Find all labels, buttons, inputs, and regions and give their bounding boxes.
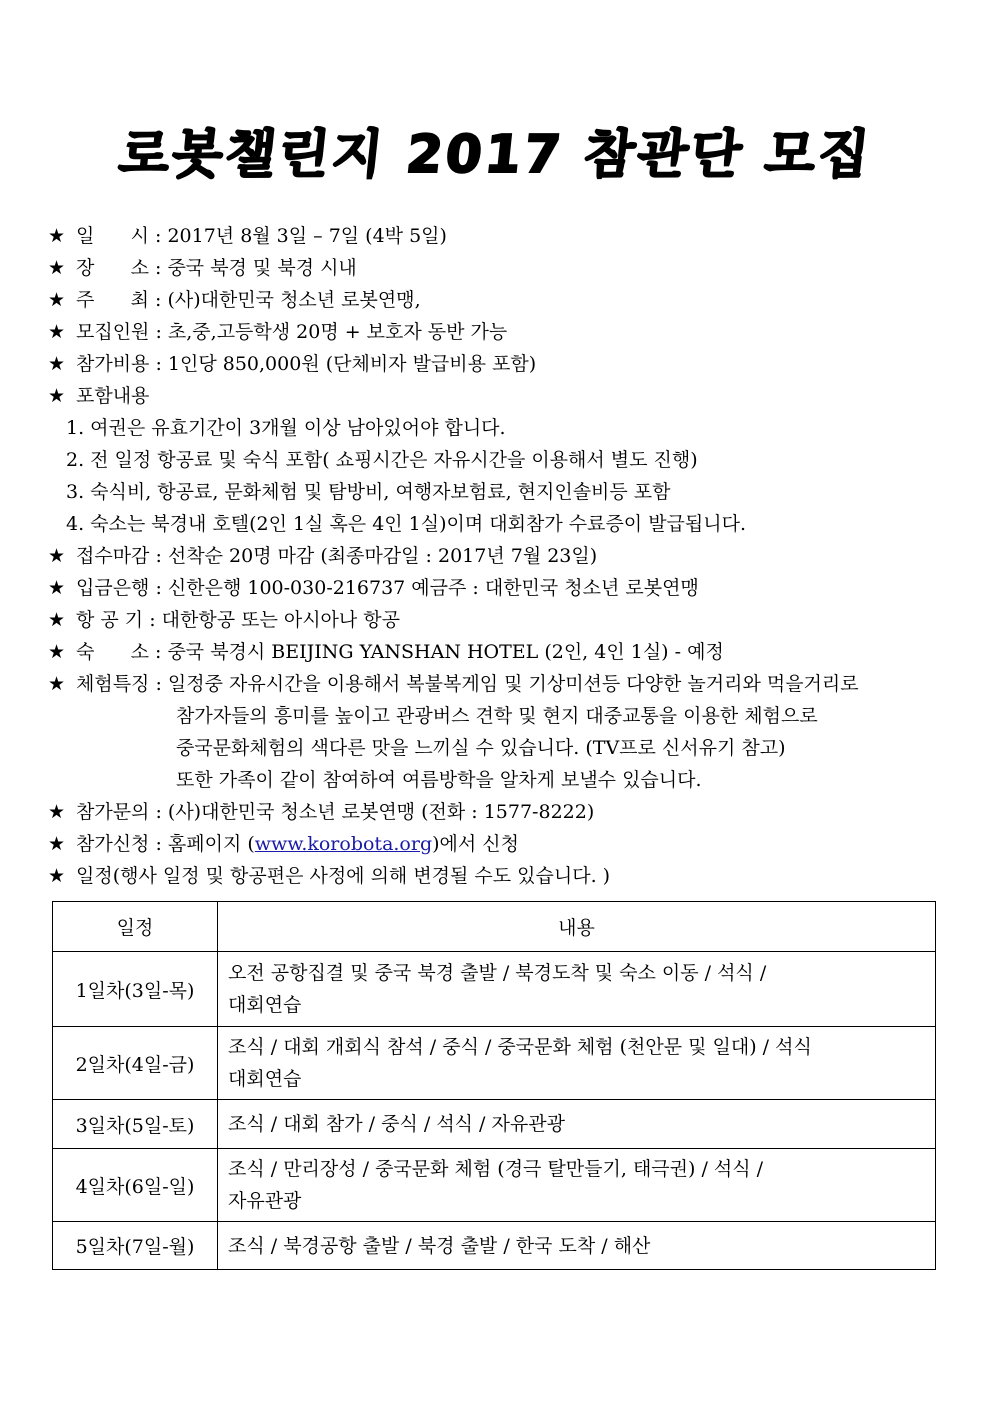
info-value: : 일정중 자유시간을 이용해서 복불복게임 및 기상미션등 다양한 놀거리와 먹을거리로 — [155, 673, 859, 695]
info-value: : 2017년 8월 3일 – 7일 (4박 5일) — [155, 225, 447, 247]
info-label: 주 최 — [76, 289, 149, 311]
info-features — [48, 668, 948, 700]
info-deadline — [48, 540, 948, 572]
include-item: 3. 숙식비, 항공료, 문화체험 및 탐방비, 여행자보험료, 현지인솔비등 포함 — [66, 481, 671, 503]
star-icon: ★ — [48, 609, 66, 631]
info-label: 항 공 기 — [76, 609, 144, 631]
star-icon: ★ — [48, 385, 66, 407]
info-label: 체험특징 — [76, 673, 150, 695]
info-recruit — [48, 316, 948, 348]
info-value: : 중국 북경 및 북경 시내 — [155, 257, 357, 279]
info-value: : 선착순 20명 마감 (최종마감일 : 2017년 7월 23일) — [155, 545, 598, 567]
star-icon: ★ — [48, 257, 66, 279]
feature-line: 또한 가족이 같이 참여하여 여름방학을 알차게 보낼수 있습니다. — [176, 769, 702, 791]
info-bank — [48, 572, 948, 604]
day-cell: 2일차(4일-금) — [53, 1027, 218, 1100]
star-icon: ★ — [48, 577, 66, 599]
content-line: 대회연습 — [228, 994, 302, 1016]
star-icon: ★ — [48, 641, 66, 663]
info-includes — [48, 380, 948, 412]
info-value: : (사)대한민국 청소년 로봇연맹 (전화 : 1577-8222) — [155, 801, 595, 823]
info-label: 모집인원 — [76, 321, 150, 343]
content-line: 조식 / 대회 참가 / 중식 / 석식 / 자유관광 — [228, 1113, 565, 1135]
content-line: 오전 공항집결 및 중국 북경 출발 / 북경도착 및 숙소 이동 / 석식 / — [228, 962, 767, 984]
content-cell — [218, 1149, 936, 1222]
content-line: 조식 / 대회 개회식 참석 / 중식 / 중국문화 체험 (천안문 및 일대) / 석식 — [228, 1036, 812, 1058]
column-header-day: 일정 — [53, 902, 218, 952]
table-row — [53, 1027, 936, 1100]
info-label: 접수마감 — [76, 545, 150, 567]
info-label: 참가신청 — [76, 833, 150, 855]
info-value: : 1인당 850,000원 (단체비자 발급비용 포함) — [155, 353, 537, 375]
star-icon: ★ — [48, 289, 66, 311]
content-line: 대회연습 — [228, 1068, 302, 1090]
table-row — [53, 1149, 936, 1222]
info-apply — [48, 828, 948, 860]
content-cell — [218, 1222, 936, 1270]
star-icon: ★ — [48, 833, 66, 855]
table-row — [53, 1100, 936, 1149]
day-cell: 4일차(6일-일) — [53, 1149, 218, 1222]
star-icon: ★ — [48, 801, 66, 823]
info-host — [48, 284, 948, 316]
day-cell: 5일차(7일-월) — [53, 1222, 218, 1270]
info-label: 참가비용 — [76, 353, 150, 375]
table-header-row — [53, 902, 936, 952]
content-line: 자유관광 — [228, 1190, 302, 1212]
info-label: 포함내용 — [76, 385, 150, 407]
table-row — [53, 1222, 936, 1270]
info-value: : 신한은행 100-030-216737 예금주 : 대한민국 청소년 로봇연맹 — [155, 577, 699, 599]
day-cell: 3일차(5일-토) — [53, 1100, 218, 1149]
apply-suffix: )에서 신청 — [432, 833, 519, 855]
day-cell: 1일차(3일-목) — [53, 952, 218, 1027]
info-list — [48, 220, 948, 892]
apply-prefix: : 홈페이지 ( — [155, 833, 255, 855]
content-cell — [218, 952, 936, 1027]
table-row — [53, 952, 936, 1027]
content-line: 조식 / 만리장성 / 중국문화 체험 (경극 탈만들기, 태극권) / 석식 / — [228, 1158, 764, 1180]
info-place — [48, 252, 948, 284]
content-cell — [218, 1100, 936, 1149]
star-icon: ★ — [48, 353, 66, 375]
info-schedule-note — [48, 860, 948, 892]
info-airline — [48, 604, 948, 636]
star-icon: ★ — [48, 673, 66, 695]
content-line: 조식 / 북경공항 출발 / 북경 출발 / 한국 도착 / 해산 — [228, 1234, 651, 1257]
info-fee — [48, 348, 948, 380]
info-label: 장 소 — [76, 257, 149, 279]
info-label: 숙 소 — [76, 641, 149, 663]
info-label: 입금은행 — [76, 577, 150, 599]
include-item: 2. 전 일정 항공료 및 숙식 포함( 쇼핑시간은 자유시간을 이용해서 별도 진행) — [66, 449, 698, 471]
page-title: 로봇챌린지 2017 참관단 모집 — [116, 125, 875, 185]
include-item: 1. 여권은 유효기간이 3개월 이상 남아있어야 합니다. — [66, 417, 506, 439]
star-icon: ★ — [48, 225, 66, 247]
info-value: : (사)대한민국 청소년 로봇연맹, — [155, 289, 421, 311]
content-cell — [218, 1027, 936, 1100]
feature-line: 중국문화체험의 색다른 맛을 느끼실 수 있습니다. (TV프로 신서유기 참고) — [176, 737, 786, 759]
schedule-note: 일정(행사 일정 및 항공편은 사정에 의해 변경될 수도 있습니다. ) — [76, 865, 611, 887]
star-icon: ★ — [48, 321, 66, 343]
info-value: : 대한항공 또는 아시아나 항공 — [149, 609, 401, 631]
info-label: 참가문의 — [76, 801, 150, 823]
column-header-content: 내용 — [218, 902, 936, 952]
info-value: : 중국 북경시 BEIJING YANSHAN HOTEL (2인, 4인 1실) - 예정 — [155, 641, 724, 663]
star-icon: ★ — [48, 545, 66, 567]
info-label: 일 시 — [76, 225, 149, 247]
include-item: 4. 숙소는 북경내 호텔(2인 1실 혹은 4인 1실)이며 대회참가 수료증이 발급됩니다. — [66, 513, 747, 535]
schedule-table — [52, 901, 936, 1270]
info-value: : 초,중,고등학생 20명 + 보호자 동반 가능 — [155, 321, 508, 343]
homepage-link[interactable]: www.korobota.org — [254, 833, 433, 855]
star-icon: ★ — [48, 865, 66, 887]
feature-line: 참가자들의 흥미를 높이고 관광버스 견학 및 현지 대중교통을 이용한 체험으로 — [176, 705, 818, 727]
info-inquiry — [48, 796, 948, 828]
info-date — [48, 220, 948, 252]
info-lodging — [48, 636, 948, 668]
